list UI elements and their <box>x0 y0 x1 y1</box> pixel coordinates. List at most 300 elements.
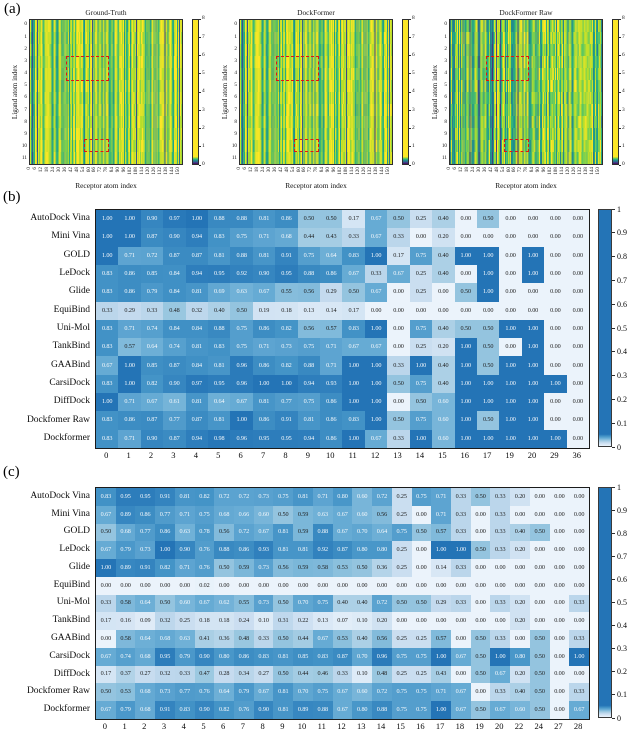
y-tick-label: 8 <box>24 118 27 125</box>
heatmap-cell: 0.33 <box>451 506 471 524</box>
heatmap-cell: 0.70 <box>352 524 372 542</box>
y-tick-label: 4 <box>234 70 237 77</box>
heatmap-cell: 0.60 <box>254 506 274 524</box>
heatmap-cell: 0.94 <box>186 228 208 246</box>
heatmap-cell: 0.67 <box>451 648 471 666</box>
heatmap-cell: 0.00 <box>544 320 566 338</box>
heatmap-cell: 0.00 <box>567 210 589 228</box>
colorbar-tick-label: 8 <box>412 15 415 22</box>
heatmap-cell: 0.83 <box>96 375 118 393</box>
row-label: Dockfomer Raw <box>26 686 90 697</box>
heatmap-cell: 0.71 <box>431 488 451 506</box>
heatmap-cell: 0.86 <box>320 265 342 283</box>
heatmap-cell: 0.81 <box>186 393 208 411</box>
heatmap-cell: 0.33 <box>387 356 409 374</box>
heatmap-cell: 0.20 <box>510 541 530 559</box>
heatmap-cell: 0.95 <box>208 265 230 283</box>
heatmap-cell: 0.00 <box>544 265 566 283</box>
x-tick-label: 90 <box>535 167 542 173</box>
heatmap-cell: 0.84 <box>163 265 185 283</box>
heatmap-cell: 0.68 <box>135 701 155 719</box>
heatmap-cell: 0.80 <box>352 541 372 559</box>
colorbar-tick-mark <box>619 146 621 147</box>
heatmap-cell: 1.00 <box>342 393 364 411</box>
heatmap-cell: 0.00 <box>116 577 136 595</box>
y-tick-label: 8 <box>234 118 237 125</box>
heatmap-cell: 0.50 <box>455 320 477 338</box>
heatmap-cell: 0.97 <box>186 375 208 393</box>
x-tick-label: 96 <box>541 167 548 173</box>
heatmap-cell: 0.17 <box>342 210 364 228</box>
x-tick-label: 84 <box>319 167 326 173</box>
heatmap-cell: 1.00 <box>96 247 118 265</box>
x-tick-label: 144 <box>378 167 385 175</box>
x-tick-label: 30 <box>55 167 62 173</box>
heatmap-cell: 0.50 <box>342 283 364 301</box>
heatmap-cell: 0.00 <box>567 302 589 320</box>
heatmap-cell: 0.72 <box>141 247 163 265</box>
heatmap-cell: 0.93 <box>320 375 342 393</box>
heatmap-cell: 0.40 <box>432 247 454 265</box>
heatmap-cell: 0.86 <box>275 210 297 228</box>
colorbar-tick-mark <box>612 423 615 424</box>
colorbar-tick-mark <box>612 280 615 281</box>
heatmap-cell: 0.89 <box>116 506 136 524</box>
colorbar-tick-mark <box>612 648 615 649</box>
heatmap-cell: 0.60 <box>510 701 530 719</box>
heatmap-cell: 0.96 <box>230 356 252 374</box>
heatmap-cell: 0.02 <box>195 577 215 595</box>
x-tick-label: 30 <box>265 167 272 173</box>
heatmap-cell: 1.00 <box>96 559 116 577</box>
heatmap-cell: 1.00 <box>477 247 499 265</box>
heatmap-cell: 0.50 <box>530 666 550 684</box>
heatmap-cell: 0.79 <box>141 283 163 301</box>
heatmap-cell: 0.59 <box>293 524 313 542</box>
heatmap-cell: 0.68 <box>135 648 155 666</box>
heatmap-cell: 0.33 <box>451 488 471 506</box>
heatmap-cell: 0.00 <box>550 506 570 524</box>
heatmap-cell: 0.67 <box>490 701 510 719</box>
heatmap-cell: 0.81 <box>273 683 293 701</box>
colorbar-tick-mark <box>199 37 201 38</box>
heatmap-cell: 0.64 <box>320 247 342 265</box>
heatmap-cell: 0.67 <box>254 683 274 701</box>
heatmap-cell: 0.83 <box>96 488 116 506</box>
row-label: TankBind <box>52 615 90 626</box>
heatmap-cell: 0.33 <box>451 524 471 542</box>
heatmap-cell: 0.87 <box>163 356 185 374</box>
heatmap-cell: 1.00 <box>522 375 544 393</box>
heatmap-cell: 0.86 <box>253 320 275 338</box>
heatmap-cell: 0.00 <box>567 356 589 374</box>
y-tick-label: 7 <box>234 106 237 113</box>
heatmap-cell: 1.00 <box>186 210 208 228</box>
heatmap-cell: 0.86 <box>118 411 140 429</box>
heatmap-cell: 0.00 <box>387 283 409 301</box>
y-tick-label: 3 <box>234 57 237 64</box>
heatmap-cell: 0.67 <box>387 265 409 283</box>
heatmap-cell: 0.75 <box>230 338 252 356</box>
heatmap-cell: 0.00 <box>499 228 521 246</box>
heatmap-cell: 0.00 <box>550 701 570 719</box>
heatmap-cell: 0.44 <box>293 630 313 648</box>
heatmap-cell: 0.97 <box>163 210 185 228</box>
heatmap-grid <box>95 487 590 720</box>
heatmap-cell: 0.90 <box>141 430 163 448</box>
heatmap-cell: 0.00 <box>544 210 566 228</box>
x-tick-label: 6 <box>31 167 38 170</box>
heatmap-cell: 0.00 <box>412 577 432 595</box>
colorbar-tick-mark <box>612 625 615 626</box>
heatmap-cell: 0.57 <box>431 524 451 542</box>
heatmap-cell: 0.57 <box>118 338 140 356</box>
heatmap-cell: 0.50 <box>471 666 491 684</box>
heatmap-cell: 0.78 <box>195 524 215 542</box>
heatmap-cell: 0.40 <box>432 265 454 283</box>
heatmap-cell: 0.00 <box>550 683 570 701</box>
heatmap-cell: 0.25 <box>392 506 412 524</box>
x-tick-label: 30 <box>475 167 482 173</box>
heatmap-cell: 0.95 <box>253 430 275 448</box>
col-label: 0 <box>104 450 109 460</box>
heatmap-cell: 0.20 <box>510 666 530 684</box>
heatmap-cell: 0.75 <box>392 701 412 719</box>
heatmap-cell: 0.58 <box>116 595 136 613</box>
subplot-title: Ground-Truth <box>85 8 127 17</box>
y-tick-label: 5 <box>234 82 237 89</box>
heatmap-cell: 1.00 <box>96 393 118 411</box>
heatmap-cell: 0.00 <box>550 666 570 684</box>
heatmap-cell: 0.73 <box>254 488 274 506</box>
heatmap-cell: 0.00 <box>499 247 521 265</box>
heatmap-cell: 0.00 <box>569 612 589 630</box>
heatmap-cell: 0.10 <box>352 666 372 684</box>
x-tick-label: 36 <box>61 167 68 173</box>
colorbar-tick-label: 0.4 <box>617 347 627 357</box>
heatmap-cell: 0.83 <box>96 265 118 283</box>
heatmap-cell: 0.83 <box>254 648 274 666</box>
heatmap-cell: 0.90 <box>253 265 275 283</box>
colorbar-tick-mark <box>612 694 615 695</box>
heatmap-cell: 0.70 <box>293 683 313 701</box>
x-tick-label: 78 <box>523 167 530 173</box>
heatmap-cell: 0.83 <box>342 247 364 265</box>
heatmap-cell: 0.00 <box>530 577 550 595</box>
heatmap-cell: 1.00 <box>365 356 387 374</box>
heatmap-cell: 0.00 <box>530 595 550 613</box>
heatmap-cell: 0.91 <box>135 559 155 577</box>
heatmap-cell: 0.60 <box>432 430 454 448</box>
x-tick-label: 36 <box>481 167 488 173</box>
heatmap-cell: 0.00 <box>530 488 550 506</box>
x-axis-label: Receptor atom index <box>495 181 557 190</box>
x-tick-label: 18 <box>253 167 260 173</box>
heatmap-cell: 1.00 <box>455 338 477 356</box>
heatmap-cell: 0.00 <box>387 338 409 356</box>
heatmap-cell: 0.50 <box>471 701 491 719</box>
heatmap-cell: 1.00 <box>431 701 451 719</box>
heatmap-cell: 0.33 <box>569 683 589 701</box>
heatmap-subplot-dockformer <box>218 2 422 194</box>
heatmap-cell: 0.00 <box>499 265 521 283</box>
col-label: 1 <box>122 721 127 731</box>
heatmap-cell: 0.00 <box>410 228 432 246</box>
heatmap-cell: 0.67 <box>333 683 353 701</box>
heatmap-cell: 0.00 <box>499 302 521 320</box>
heatmap-cell: 0.00 <box>522 228 544 246</box>
annotation-dashed-rect <box>486 56 529 81</box>
heatmap-cell: 0.00 <box>530 541 550 559</box>
y-tick-label: 5 <box>24 82 27 89</box>
y-tick-label: 6 <box>444 94 447 101</box>
x-tick-label: 138 <box>163 167 169 175</box>
subplot-title: DockFormer <box>297 8 335 17</box>
col-label: 13 <box>393 450 402 460</box>
x-tick-label: 150 <box>174 167 181 175</box>
panel-b-label: (b) <box>3 189 21 205</box>
heatmap-cell: 0.50 <box>477 338 499 356</box>
heatmap-cell: 0.74 <box>116 648 136 666</box>
colorbar-tick-mark <box>199 73 201 74</box>
heatmap-cell: 0.14 <box>320 302 342 320</box>
x-tick-label: 48 <box>493 167 500 173</box>
heatmap-cell: 0.00 <box>387 302 409 320</box>
x-tick-label: 96 <box>121 167 128 173</box>
colorbar-tick-label: 8 <box>202 15 205 22</box>
heatmap-cell: 0.33 <box>490 488 510 506</box>
x-tick-label: 126 <box>151 167 158 175</box>
heatmap-cell: 0.63 <box>175 524 195 542</box>
heatmap-cell: 0.25 <box>392 666 412 684</box>
y-tick-label: 1 <box>444 33 447 40</box>
heatmap-cell: 0.82 <box>141 375 163 393</box>
heatmap-cell: 1.00 <box>155 541 175 559</box>
heatmap-cell: 0.00 <box>451 630 471 648</box>
heatmap-cell: 0.74 <box>163 338 185 356</box>
heatmap-cell: 0.86 <box>253 356 275 374</box>
colorbar-tick-mark <box>409 128 411 129</box>
annotation-dashed-rect <box>294 139 319 153</box>
heatmap-cell: 0.07 <box>333 612 353 630</box>
heatmap-cell: 0.00 <box>431 577 451 595</box>
heatmap-cell: 0.71 <box>253 228 275 246</box>
heatmap-cell: 1.00 <box>522 265 544 283</box>
colorbar <box>192 19 199 165</box>
heatmap-cell: 0.00 <box>569 506 589 524</box>
heatmap-cell: 0.86 <box>253 411 275 429</box>
heatmap-cell: 0.20 <box>372 612 392 630</box>
col-label: 20 <box>495 721 504 731</box>
x-tick-label: 144 <box>168 167 175 175</box>
row-label: DiffDock <box>53 396 90 407</box>
heatmap-cell: 1.00 <box>477 430 499 448</box>
heatmap-cell: 0.13 <box>313 612 333 630</box>
heatmap-cell: 0.67 <box>342 338 364 356</box>
heatmap-cell: 0.88 <box>298 265 320 283</box>
heatmap-cell: 1.00 <box>342 356 364 374</box>
heatmap-cell: 0.95 <box>116 488 136 506</box>
col-label: 3 <box>171 450 176 460</box>
heatmap-cell: 0.80 <box>333 488 353 506</box>
heatmap-cell: 0.75 <box>412 648 432 666</box>
x-tick-label: 18 <box>43 167 50 173</box>
heatmap-cell: 0.91 <box>155 488 175 506</box>
subplot-title: DockFormer Raw <box>499 8 553 17</box>
colorbar-tick-label: 5 <box>622 70 625 77</box>
heatmap-cell: 0.73 <box>254 559 274 577</box>
row-label: TankBind <box>52 341 90 352</box>
heatmap-cell: 0.33 <box>141 302 163 320</box>
colorbar-tick-mark <box>409 110 411 111</box>
heatmap-cell: 0.33 <box>569 595 589 613</box>
x-tick-label: 114 <box>349 167 356 175</box>
heatmap-cell: 0.76 <box>195 541 215 559</box>
heatmap-cell: 0.50 <box>530 524 550 542</box>
colorbar-tick-label: 4 <box>622 88 625 95</box>
heatmap-cell: 0.86 <box>118 283 140 301</box>
heatmap-cell: 0.50 <box>530 701 550 719</box>
heatmap-cell: 0.72 <box>372 488 392 506</box>
heatmap-cell: 0.60 <box>175 595 195 613</box>
heatmap-cell: 0.25 <box>392 488 412 506</box>
colorbar-tick-label: 0.8 <box>617 252 627 262</box>
heatmap-cell: 0.56 <box>298 320 320 338</box>
heatmap-cell: 0.83 <box>96 430 118 448</box>
heatmap-cell: 0.00 <box>569 559 589 577</box>
col-label: 28 <box>573 721 583 731</box>
colorbar-tick-mark <box>619 73 621 74</box>
heatmap-cell: 0.67 <box>333 506 353 524</box>
heatmap-cell: 1.00 <box>522 430 544 448</box>
heatmap-cell: 0.50 <box>477 356 499 374</box>
heatmap-cell: 0.70 <box>293 595 313 613</box>
heatmap-cell: 0.60 <box>432 393 454 411</box>
x-tick-label: 48 <box>283 167 290 173</box>
heatmap-cell: 0.32 <box>186 302 208 320</box>
heatmap-cell: 0.50 <box>273 666 293 684</box>
colorbar-tick-label: 6 <box>202 51 205 58</box>
colorbar-tick-label: 3 <box>622 106 625 113</box>
heatmap-cell: 0.79 <box>234 683 254 701</box>
heatmap-cell: 0.00 <box>214 577 234 595</box>
heatmap-cell: 0.88 <box>214 541 234 559</box>
heatmap-cell: 0.00 <box>544 338 566 356</box>
heatmap-cell: 1.00 <box>118 375 140 393</box>
heatmap-cell: 0.64 <box>135 595 155 613</box>
heatmap-cell: 0.00 <box>530 612 550 630</box>
heatmap-cell: 0.50 <box>392 595 412 613</box>
heatmap-cell: 0.00 <box>471 559 491 577</box>
heatmap-cell: 0.20 <box>510 595 530 613</box>
heatmap-cell: 0.73 <box>135 541 155 559</box>
colorbar-tick-mark <box>199 92 201 93</box>
heatmap-cell: 1.00 <box>365 247 387 265</box>
heatmap-cell: 0.83 <box>313 648 333 666</box>
heatmap-cell: 0.47 <box>195 666 215 684</box>
row-label: LeDock <box>59 544 90 555</box>
heatmap-cell: 0.71 <box>175 506 195 524</box>
colorbar-tick-mark <box>199 165 201 166</box>
heatmap-cell: 1.00 <box>522 393 544 411</box>
heatmap-cell: 0.57 <box>431 630 451 648</box>
heatmap-cell: 0.33 <box>254 630 274 648</box>
annotation-dashed-rect <box>504 139 529 153</box>
colorbar-tick-label: 5 <box>202 70 205 77</box>
heatmap-cell: 0.95 <box>155 648 175 666</box>
colorbar <box>598 487 612 718</box>
heatmap-cell: 0.00 <box>365 302 387 320</box>
heatmap-cell: 1.00 <box>118 356 140 374</box>
heatmap-cell: 0.83 <box>96 283 118 301</box>
heatmap-cell: 0.00 <box>550 541 570 559</box>
heatmap-cell: 0.00 <box>550 648 570 666</box>
heatmap-cell: 0.10 <box>254 612 274 630</box>
col-label: 4 <box>181 721 186 731</box>
heatmap-cell: 1.00 <box>490 648 510 666</box>
colorbar-tick-mark <box>612 718 615 719</box>
heatmap-cell: 0.00 <box>569 577 589 595</box>
x-tick-label: 96 <box>331 167 338 173</box>
heatmap-cell: 1.00 <box>431 648 451 666</box>
heatmap-cell: 0.00 <box>155 577 175 595</box>
heatmap-cell: 0.50 <box>530 648 550 666</box>
heatmap-cell: 1.00 <box>499 375 521 393</box>
heatmap-cell: 1.00 <box>477 393 499 411</box>
heatmap-cell: 0.63 <box>175 630 195 648</box>
colorbar-tick-mark <box>612 351 615 352</box>
colorbar-tick-mark <box>409 146 411 147</box>
y-tick-label: 10 <box>231 143 237 150</box>
y-tick-label: 9 <box>24 130 27 137</box>
heatmap-cell: 0.19 <box>253 302 275 320</box>
heatmap-cell: 0.81 <box>253 393 275 411</box>
heatmap-cell: 0.71 <box>175 559 195 577</box>
heatmap-cell: 0.85 <box>141 265 163 283</box>
heatmap-cell: 0.25 <box>392 630 412 648</box>
colorbar-tick-label: 1 <box>617 204 621 214</box>
col-label: 8 <box>283 450 288 460</box>
heatmap-plot <box>239 19 393 165</box>
heatmap-cell: 0.36 <box>214 630 234 648</box>
heatmap-cell: 0.58 <box>313 559 333 577</box>
y-axis-label: Ligand atom index <box>11 64 19 120</box>
heatmap-cell: 0.00 <box>530 506 550 524</box>
colorbar-tick-mark <box>199 19 201 20</box>
x-tick-label: 120 <box>565 167 572 175</box>
row-label: CarsiDock <box>49 650 90 661</box>
heatmap-cell: 0.50 <box>273 595 293 613</box>
heatmap-cell: 0.33 <box>365 265 387 283</box>
heatmap-cell: 0.50 <box>155 595 175 613</box>
heatmap-cell: 0.81 <box>208 247 230 265</box>
heatmap-cell: 1.00 <box>275 375 297 393</box>
y-tick-label: 1 <box>234 33 237 40</box>
heatmap-plot <box>29 19 183 165</box>
heatmap-cell: 0.67 <box>365 338 387 356</box>
heatmap-cell: 1.00 <box>253 375 275 393</box>
heatmap-cell: 0.71 <box>118 393 140 411</box>
heatmap-cell: 0.64 <box>135 630 155 648</box>
heatmap-cell: 0.79 <box>116 541 136 559</box>
heatmap-cell: 0.58 <box>116 630 136 648</box>
heatmap-cell: 0.00 <box>477 228 499 246</box>
heatmap-cell: 0.67 <box>141 393 163 411</box>
colorbar-tick-mark <box>612 256 615 257</box>
heatmap-cell: 0.87 <box>163 247 185 265</box>
heatmap-cell: 0.00 <box>544 247 566 265</box>
heatmap-cell: 0.25 <box>412 666 432 684</box>
